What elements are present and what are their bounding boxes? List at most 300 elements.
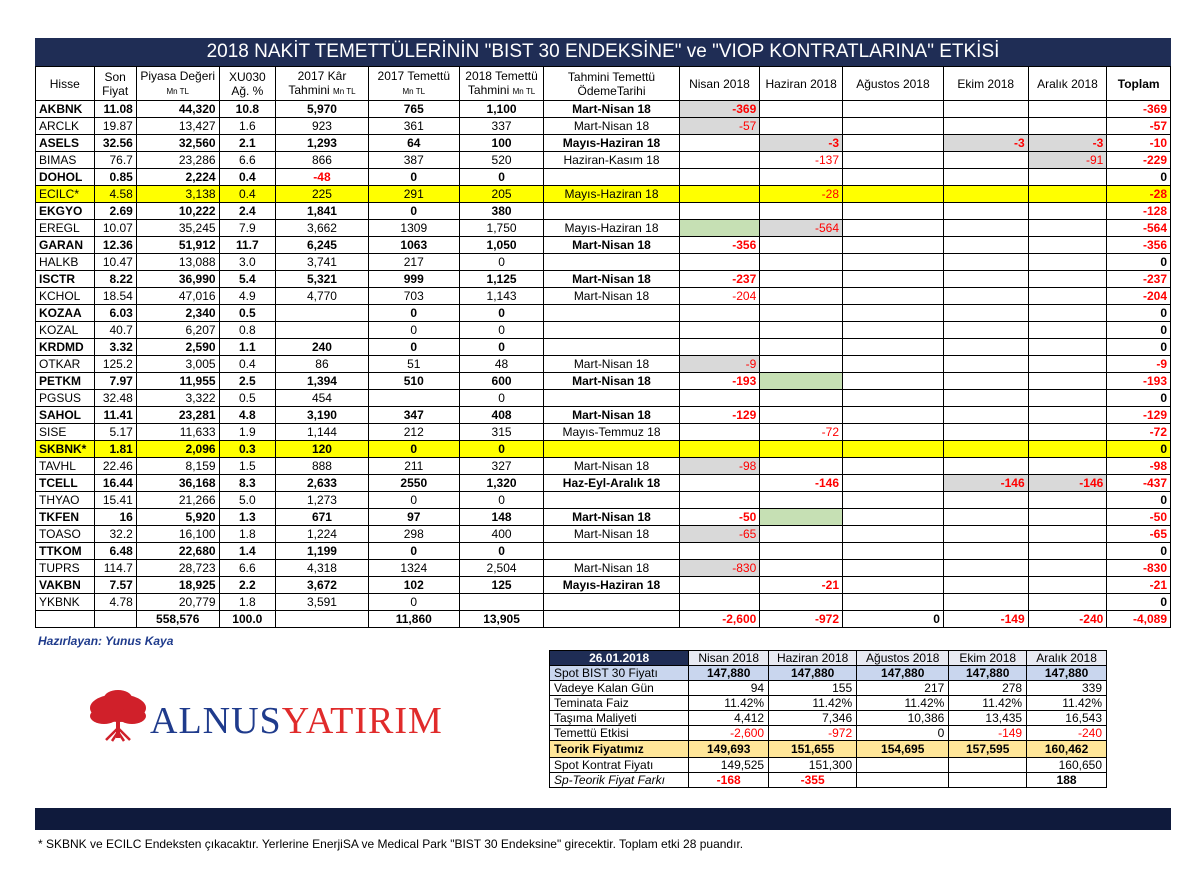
cell-nisan: -98: [679, 458, 760, 475]
summary-value: 147,880: [769, 666, 857, 681]
cell-kar-2017: 866: [276, 152, 369, 169]
logo-text: ALNUSYATIRIM: [150, 700, 443, 742]
cell-aralik: [1028, 237, 1107, 254]
cell-temettu-2018: 1,100: [459, 101, 544, 118]
cell-piyasa-degeri: 36,990: [136, 271, 219, 288]
summary-value: 151,300: [769, 758, 857, 773]
summary-value: [949, 758, 1027, 773]
cell-piyasa-degeri: 44,320: [136, 101, 219, 118]
cell-agustos: [843, 169, 944, 186]
cell-ekim: [943, 373, 1028, 390]
cell-kar-2017: 1,293: [276, 135, 369, 152]
cell-aralik: [1028, 169, 1107, 186]
cell-temettu-2017: 1309: [368, 220, 459, 237]
cell-son-fiyat: 11.41: [94, 407, 136, 424]
cell-hisse: BIMAS: [36, 152, 95, 169]
summary-row: [550, 741, 1107, 758]
cell-haziran: [760, 373, 843, 390]
cell-son-fiyat: 19.87: [94, 118, 136, 135]
cell-haziran: [760, 390, 843, 407]
cell-agustos: [843, 492, 944, 509]
cell-haziran: [760, 322, 843, 339]
cell-agustos: [843, 186, 944, 203]
cell-son-fiyat: 10.47: [94, 254, 136, 271]
cell-temettu-2018: 0: [459, 441, 544, 458]
cell-agustos: [843, 475, 944, 492]
cell-kar-2017: -48: [276, 169, 369, 186]
cell-son-fiyat: 11.08: [94, 101, 136, 118]
table-row: [36, 101, 1171, 118]
cell-kar-2017: [276, 322, 369, 339]
cell-temettu-2018: [459, 594, 544, 611]
cell-aralik: [1028, 390, 1107, 407]
dividend-table: [35, 66, 1171, 628]
cell-hisse: ISCTR: [36, 271, 95, 288]
cell-agustos: [843, 220, 944, 237]
tree-icon: [90, 690, 146, 741]
cell-ekim: [943, 390, 1028, 407]
summary-value: 217: [857, 681, 949, 696]
summary-value: 4,412: [689, 711, 769, 726]
cell-haziran: [760, 254, 843, 271]
cell-agustos: [843, 135, 944, 152]
cell-haziran: [760, 492, 843, 509]
cell-temettu-2018: 0: [459, 339, 544, 356]
cell-ekim: [943, 220, 1028, 237]
total-temettu-2017: 11,860: [368, 611, 459, 628]
cell-son-fiyat: 2.69: [94, 203, 136, 220]
cell-toplam: -356: [1107, 237, 1171, 254]
table-row: [36, 373, 1171, 390]
cell-temettu-2018: 2,504: [459, 560, 544, 577]
cell-aralik: [1028, 373, 1107, 390]
summary-value: [949, 773, 1027, 788]
cell-aralik: [1028, 322, 1107, 339]
summary-value: -972: [769, 726, 857, 741]
cell-agirlik: 1.5: [219, 458, 275, 475]
cell-toplam: 0: [1107, 169, 1171, 186]
cell-ekim: [943, 305, 1028, 322]
cell-hisse: ECILC*: [36, 186, 95, 203]
table-row: [36, 237, 1171, 254]
cell-temettu-2018: 327: [459, 458, 544, 475]
cell-toplam: -237: [1107, 271, 1171, 288]
cell-son-fiyat: 15.41: [94, 492, 136, 509]
cell-toplam: -9: [1107, 356, 1171, 373]
cell-haziran: [760, 305, 843, 322]
cell-agirlik: 2.4: [219, 203, 275, 220]
cell-haziran: [760, 458, 843, 475]
cell-aralik: -146: [1028, 475, 1107, 492]
cell-son-fiyat: 12.36: [94, 237, 136, 254]
summary-row: [550, 726, 1107, 741]
cell-son-fiyat: 7.57: [94, 577, 136, 594]
summary-value: -240: [1027, 726, 1107, 741]
cell-agustos: [843, 424, 944, 441]
cell-agustos: [843, 271, 944, 288]
table-row: [36, 220, 1171, 237]
summary-label: Spot BIST 30 Fiyatı: [550, 666, 689, 681]
cell-piyasa-degeri: 13,427: [136, 118, 219, 135]
cell-haziran: -137: [760, 152, 843, 169]
cell-toplam: 0: [1107, 441, 1171, 458]
summary-value: 13,435: [949, 711, 1027, 726]
cell-nisan: [679, 203, 760, 220]
summary-value: 147,880: [949, 666, 1027, 681]
cell-hisse: PETKM: [36, 373, 95, 390]
cell-agirlik: 0.8: [219, 322, 275, 339]
cell-ekim: [943, 594, 1028, 611]
cell-piyasa-degeri: 10,222: [136, 203, 219, 220]
cell-ekim: [943, 458, 1028, 475]
cell-ekim: -146: [943, 475, 1028, 492]
cell-kar-2017: 1,144: [276, 424, 369, 441]
cell-toplam: 0: [1107, 254, 1171, 271]
cell-piyasa-degeri: 47,016: [136, 288, 219, 305]
cell-piyasa-degeri: 20,779: [136, 594, 219, 611]
cell-hisse: KOZAA: [36, 305, 95, 322]
cell-agustos: [843, 101, 944, 118]
cell-son-fiyat: 32.56: [94, 135, 136, 152]
cell-temettu-2017: 510: [368, 373, 459, 390]
cell-haziran: -564: [760, 220, 843, 237]
cell-agirlik: 3.0: [219, 254, 275, 271]
cell-kar-2017: 1,199: [276, 543, 369, 560]
cell-agustos: [843, 339, 944, 356]
cell-temettu-2017: [368, 390, 459, 407]
cell-odeme-tarihi: [544, 492, 679, 509]
summary-value: 11.42%: [949, 696, 1027, 711]
table-row: [36, 186, 1171, 203]
table-row: [36, 526, 1171, 543]
total-haziran: -972: [760, 611, 843, 628]
cell-son-fiyat: 40.7: [94, 322, 136, 339]
cell-nisan: [679, 424, 760, 441]
cell-agustos: [843, 118, 944, 135]
cell-ekim: [943, 560, 1028, 577]
summary-value: [857, 773, 949, 788]
footnote: * SKBNK ve ECILC Endeksten çıkacaktır. Yerlerine EnerjiSA ve Medical Park "BIST 30 Endeksine" girecektir. Toplam etki 28 puandır.: [38, 837, 744, 851]
cell-ekim: [943, 322, 1028, 339]
col-kar-2017: 2017 Kâr Tahmini Mn TL: [276, 67, 369, 101]
cell-ekim: [943, 101, 1028, 118]
cell-haziran: [760, 118, 843, 135]
cell-odeme-tarihi: [544, 543, 679, 560]
summary-value: 0: [857, 726, 949, 741]
cell-hisse: TAVHL: [36, 458, 95, 475]
cell-haziran: -72: [760, 424, 843, 441]
cell-son-fiyat: 114.7: [94, 560, 136, 577]
cell-agustos: [843, 237, 944, 254]
cell-piyasa-degeri: 3,005: [136, 356, 219, 373]
cell-son-fiyat: 22.46: [94, 458, 136, 475]
cell-temettu-2018: 0: [459, 169, 544, 186]
cell-agirlik: 0.4: [219, 356, 275, 373]
cell-toplam: -98: [1107, 458, 1171, 475]
summary-value: 154,695: [857, 741, 949, 758]
cell-piyasa-degeri: 18,925: [136, 577, 219, 594]
summary-header: [550, 651, 1107, 666]
cell-haziran: [760, 560, 843, 577]
cell-aralik: [1028, 186, 1107, 203]
cell-temettu-2017: 703: [368, 288, 459, 305]
cell-son-fiyat: 18.54: [94, 288, 136, 305]
cell-haziran: -21: [760, 577, 843, 594]
total-toplam: -4,089: [1107, 611, 1171, 628]
cell-son-fiyat: 10.07: [94, 220, 136, 237]
cell-nisan: -129: [679, 407, 760, 424]
col-nisan: Nisan 2018: [679, 67, 760, 101]
cell-agirlik: 1.1: [219, 339, 275, 356]
cell-hisse: THYAO: [36, 492, 95, 509]
cell-ekim: [943, 424, 1028, 441]
cell-haziran: -3: [760, 135, 843, 152]
cell-odeme-tarihi: Mart-Nisan 18: [544, 271, 679, 288]
cell-temettu-2017: 97: [368, 509, 459, 526]
cell-agustos: [843, 526, 944, 543]
cell-aralik: [1028, 305, 1107, 322]
cell-aralik: [1028, 424, 1107, 441]
col-agustos: Ağustos 2018: [843, 67, 944, 101]
summary-date: 26.01.2018: [550, 651, 689, 666]
table-row: [36, 356, 1171, 373]
cell-toplam: -564: [1107, 220, 1171, 237]
cell-piyasa-degeri: 23,286: [136, 152, 219, 169]
cell-kar-2017: 3,741: [276, 254, 369, 271]
cell-piyasa-degeri: 21,266: [136, 492, 219, 509]
summary-row: [550, 711, 1107, 726]
cell-aralik: [1028, 458, 1107, 475]
cell-hisse: HALKB: [36, 254, 95, 271]
cell-toplam: 0: [1107, 594, 1171, 611]
cell-kar-2017: 888: [276, 458, 369, 475]
cell-aralik: [1028, 526, 1107, 543]
cell-nisan: [679, 339, 760, 356]
total-agirlik: 100.0: [219, 611, 275, 628]
cell-toplam: 0: [1107, 322, 1171, 339]
cell-nisan: [679, 186, 760, 203]
cell-aralik: [1028, 492, 1107, 509]
prepared-by: Hazırlayan: Yunus Kaya: [38, 634, 174, 648]
cell-agustos: [843, 407, 944, 424]
cell-toplam: -129: [1107, 407, 1171, 424]
cell-piyasa-degeri: 22,680: [136, 543, 219, 560]
cell-piyasa-degeri: 13,088: [136, 254, 219, 271]
cell-odeme-tarihi: Mart-Nisan 18: [544, 407, 679, 424]
cell-piyasa-degeri: 2,224: [136, 169, 219, 186]
cell-temettu-2018: 1,320: [459, 475, 544, 492]
cell-nisan: [679, 254, 760, 271]
cell-temettu-2017: 51: [368, 356, 459, 373]
cell-kar-2017: 4,318: [276, 560, 369, 577]
cell-agirlik: 0.4: [219, 186, 275, 203]
cell-temettu-2017: 0: [368, 441, 459, 458]
total-aralik: -240: [1028, 611, 1107, 628]
summary-label: Sp-Teorik Fiyat Farkı: [550, 773, 689, 788]
cell-haziran: [760, 203, 843, 220]
cell-temettu-2017: 0: [368, 322, 459, 339]
cell-kar-2017: 454: [276, 390, 369, 407]
cell-nisan: [679, 577, 760, 594]
cell-aralik: -91: [1028, 152, 1107, 169]
cell-agustos: [843, 577, 944, 594]
cell-ekim: [943, 407, 1028, 424]
total-nisan: -2,600: [679, 611, 760, 628]
summary-month: Ağustos 2018: [857, 651, 949, 666]
table-row: [36, 424, 1171, 441]
cell-hisse: PGSUS: [36, 390, 95, 407]
cell-temettu-2018: 0: [459, 390, 544, 407]
summary-value: 7,346: [769, 711, 857, 726]
cell-nisan: -65: [679, 526, 760, 543]
cell-son-fiyat: 6.03: [94, 305, 136, 322]
cell-hisse: GARAN: [36, 237, 95, 254]
cell-odeme-tarihi: Mayıs-Haziran 18: [544, 220, 679, 237]
cell-son-fiyat: 1.81: [94, 441, 136, 458]
summary-table: [549, 650, 1107, 788]
cell-agirlik: 11.7: [219, 237, 275, 254]
cell-haziran: [760, 407, 843, 424]
cell-kar-2017: 1,273: [276, 492, 369, 509]
cell-haziran: [760, 509, 843, 526]
cell-nisan: [679, 220, 760, 237]
cell-temettu-2017: 64: [368, 135, 459, 152]
summary-value: 11.42%: [689, 696, 769, 711]
cell-nisan: [679, 492, 760, 509]
cell-temettu-2017: 0: [368, 203, 459, 220]
cell-temettu-2017: 217: [368, 254, 459, 271]
cell-hisse: KRDMD: [36, 339, 95, 356]
cell-aralik: [1028, 543, 1107, 560]
cell-temettu-2017: 298: [368, 526, 459, 543]
col-piyasa-degeri: Piyasa Değeri Mn TL: [136, 67, 219, 101]
cell-aralik: [1028, 407, 1107, 424]
cell-haziran: [760, 543, 843, 560]
table-row: [36, 203, 1171, 220]
col-haziran: Haziran 2018: [760, 67, 843, 101]
cell-toplam: 0: [1107, 305, 1171, 322]
cell-ekim: [943, 118, 1028, 135]
cell-odeme-tarihi: Mart-Nisan 18: [544, 526, 679, 543]
cell-toplam: -193: [1107, 373, 1171, 390]
cell-odeme-tarihi: Mart-Nisan 18: [544, 237, 679, 254]
page-title: 2018 NAKİT TEMETTÜLERİNİN "BIST 30 ENDEKSİNE" ve "VIOP KONTRATLARINA" ETKİSİ: [35, 38, 1171, 66]
summary-value: 149,693: [689, 741, 769, 758]
cell-hisse: EREGL: [36, 220, 95, 237]
summary-month: Aralık 2018: [1027, 651, 1107, 666]
cell-odeme-tarihi: Mart-Nisan 18: [544, 509, 679, 526]
cell-temettu-2017: 0: [368, 543, 459, 560]
cell-nisan: -50: [679, 509, 760, 526]
summary-value: -149: [949, 726, 1027, 741]
summary-value: 160,462: [1027, 741, 1107, 758]
cell-haziran: [760, 594, 843, 611]
cell-nisan: [679, 390, 760, 407]
cell-temettu-2018: 0: [459, 322, 544, 339]
cell-nisan: [679, 169, 760, 186]
cell-agustos: [843, 288, 944, 305]
table-row: [36, 169, 1171, 186]
cell-odeme-tarihi: Mart-Nisan 18: [544, 458, 679, 475]
cell-kar-2017: 1,394: [276, 373, 369, 390]
table-row: [36, 271, 1171, 288]
cell-nisan: [679, 441, 760, 458]
cell-nisan: [679, 475, 760, 492]
cell-aralik: [1028, 577, 1107, 594]
cell-ekim: [943, 169, 1028, 186]
cell-agustos: [843, 594, 944, 611]
table-row: [36, 407, 1171, 424]
cell-hisse: SISE: [36, 424, 95, 441]
cell-aralik: [1028, 560, 1107, 577]
cell-haziran: -146: [760, 475, 843, 492]
summary-label: Spot Kontrat Fiyatı: [550, 758, 689, 773]
cell-haziran: [760, 101, 843, 118]
cell-aralik: -3: [1028, 135, 1107, 152]
cell-temettu-2018: 1,125: [459, 271, 544, 288]
cell-agirlik: 2.2: [219, 577, 275, 594]
cell-piyasa-degeri: 32,560: [136, 135, 219, 152]
cell-agirlik: 0.3: [219, 441, 275, 458]
summary-value: 160,650: [1027, 758, 1107, 773]
cell-piyasa-degeri: 35,245: [136, 220, 219, 237]
cell-temettu-2017: 999: [368, 271, 459, 288]
cell-agirlik: 6.6: [219, 152, 275, 169]
summary-month: Nisan 2018: [689, 651, 769, 666]
summary-value: 16,543: [1027, 711, 1107, 726]
cell-toplam: -10: [1107, 135, 1171, 152]
cell-kar-2017: 923: [276, 118, 369, 135]
summary-value: 147,880: [1027, 666, 1107, 681]
cell-temettu-2018: 408: [459, 407, 544, 424]
cell-aralik: [1028, 356, 1107, 373]
summary-value: 11.42%: [769, 696, 857, 711]
cell-aralik: [1028, 339, 1107, 356]
cell-kar-2017: 3,672: [276, 577, 369, 594]
cell-ekim: [943, 152, 1028, 169]
cell-toplam: -50: [1107, 509, 1171, 526]
cell-haziran: [760, 356, 843, 373]
table-row: [36, 475, 1171, 492]
table-row: [36, 339, 1171, 356]
cell-agirlik: 8.3: [219, 475, 275, 492]
summary-value: 155: [769, 681, 857, 696]
col-toplam: Toplam: [1107, 67, 1171, 101]
summary-label: Taşıma Maliyeti: [550, 711, 689, 726]
cell-son-fiyat: 4.58: [94, 186, 136, 203]
cell-temettu-2017: 212: [368, 424, 459, 441]
cell-odeme-tarihi: [544, 441, 679, 458]
cell-agustos: [843, 305, 944, 322]
cell-ekim: [943, 186, 1028, 203]
cell-temettu-2017: 0: [368, 594, 459, 611]
cell-agirlik: 4.8: [219, 407, 275, 424]
table-row: [36, 560, 1171, 577]
cell-hisse: SKBNK*: [36, 441, 95, 458]
table-row: [36, 492, 1171, 509]
summary-value: 188: [1027, 773, 1107, 788]
cell-toplam: -229: [1107, 152, 1171, 169]
cell-agustos: [843, 543, 944, 560]
cell-piyasa-degeri: 3,322: [136, 390, 219, 407]
cell-agirlik: 1.8: [219, 594, 275, 611]
cell-hisse: AKBNK: [36, 101, 95, 118]
table-row: [36, 288, 1171, 305]
summary-row: [550, 696, 1107, 711]
summary-month: Ekim 2018: [949, 651, 1027, 666]
summary-row: [550, 666, 1107, 681]
cell-piyasa-degeri: 11,955: [136, 373, 219, 390]
